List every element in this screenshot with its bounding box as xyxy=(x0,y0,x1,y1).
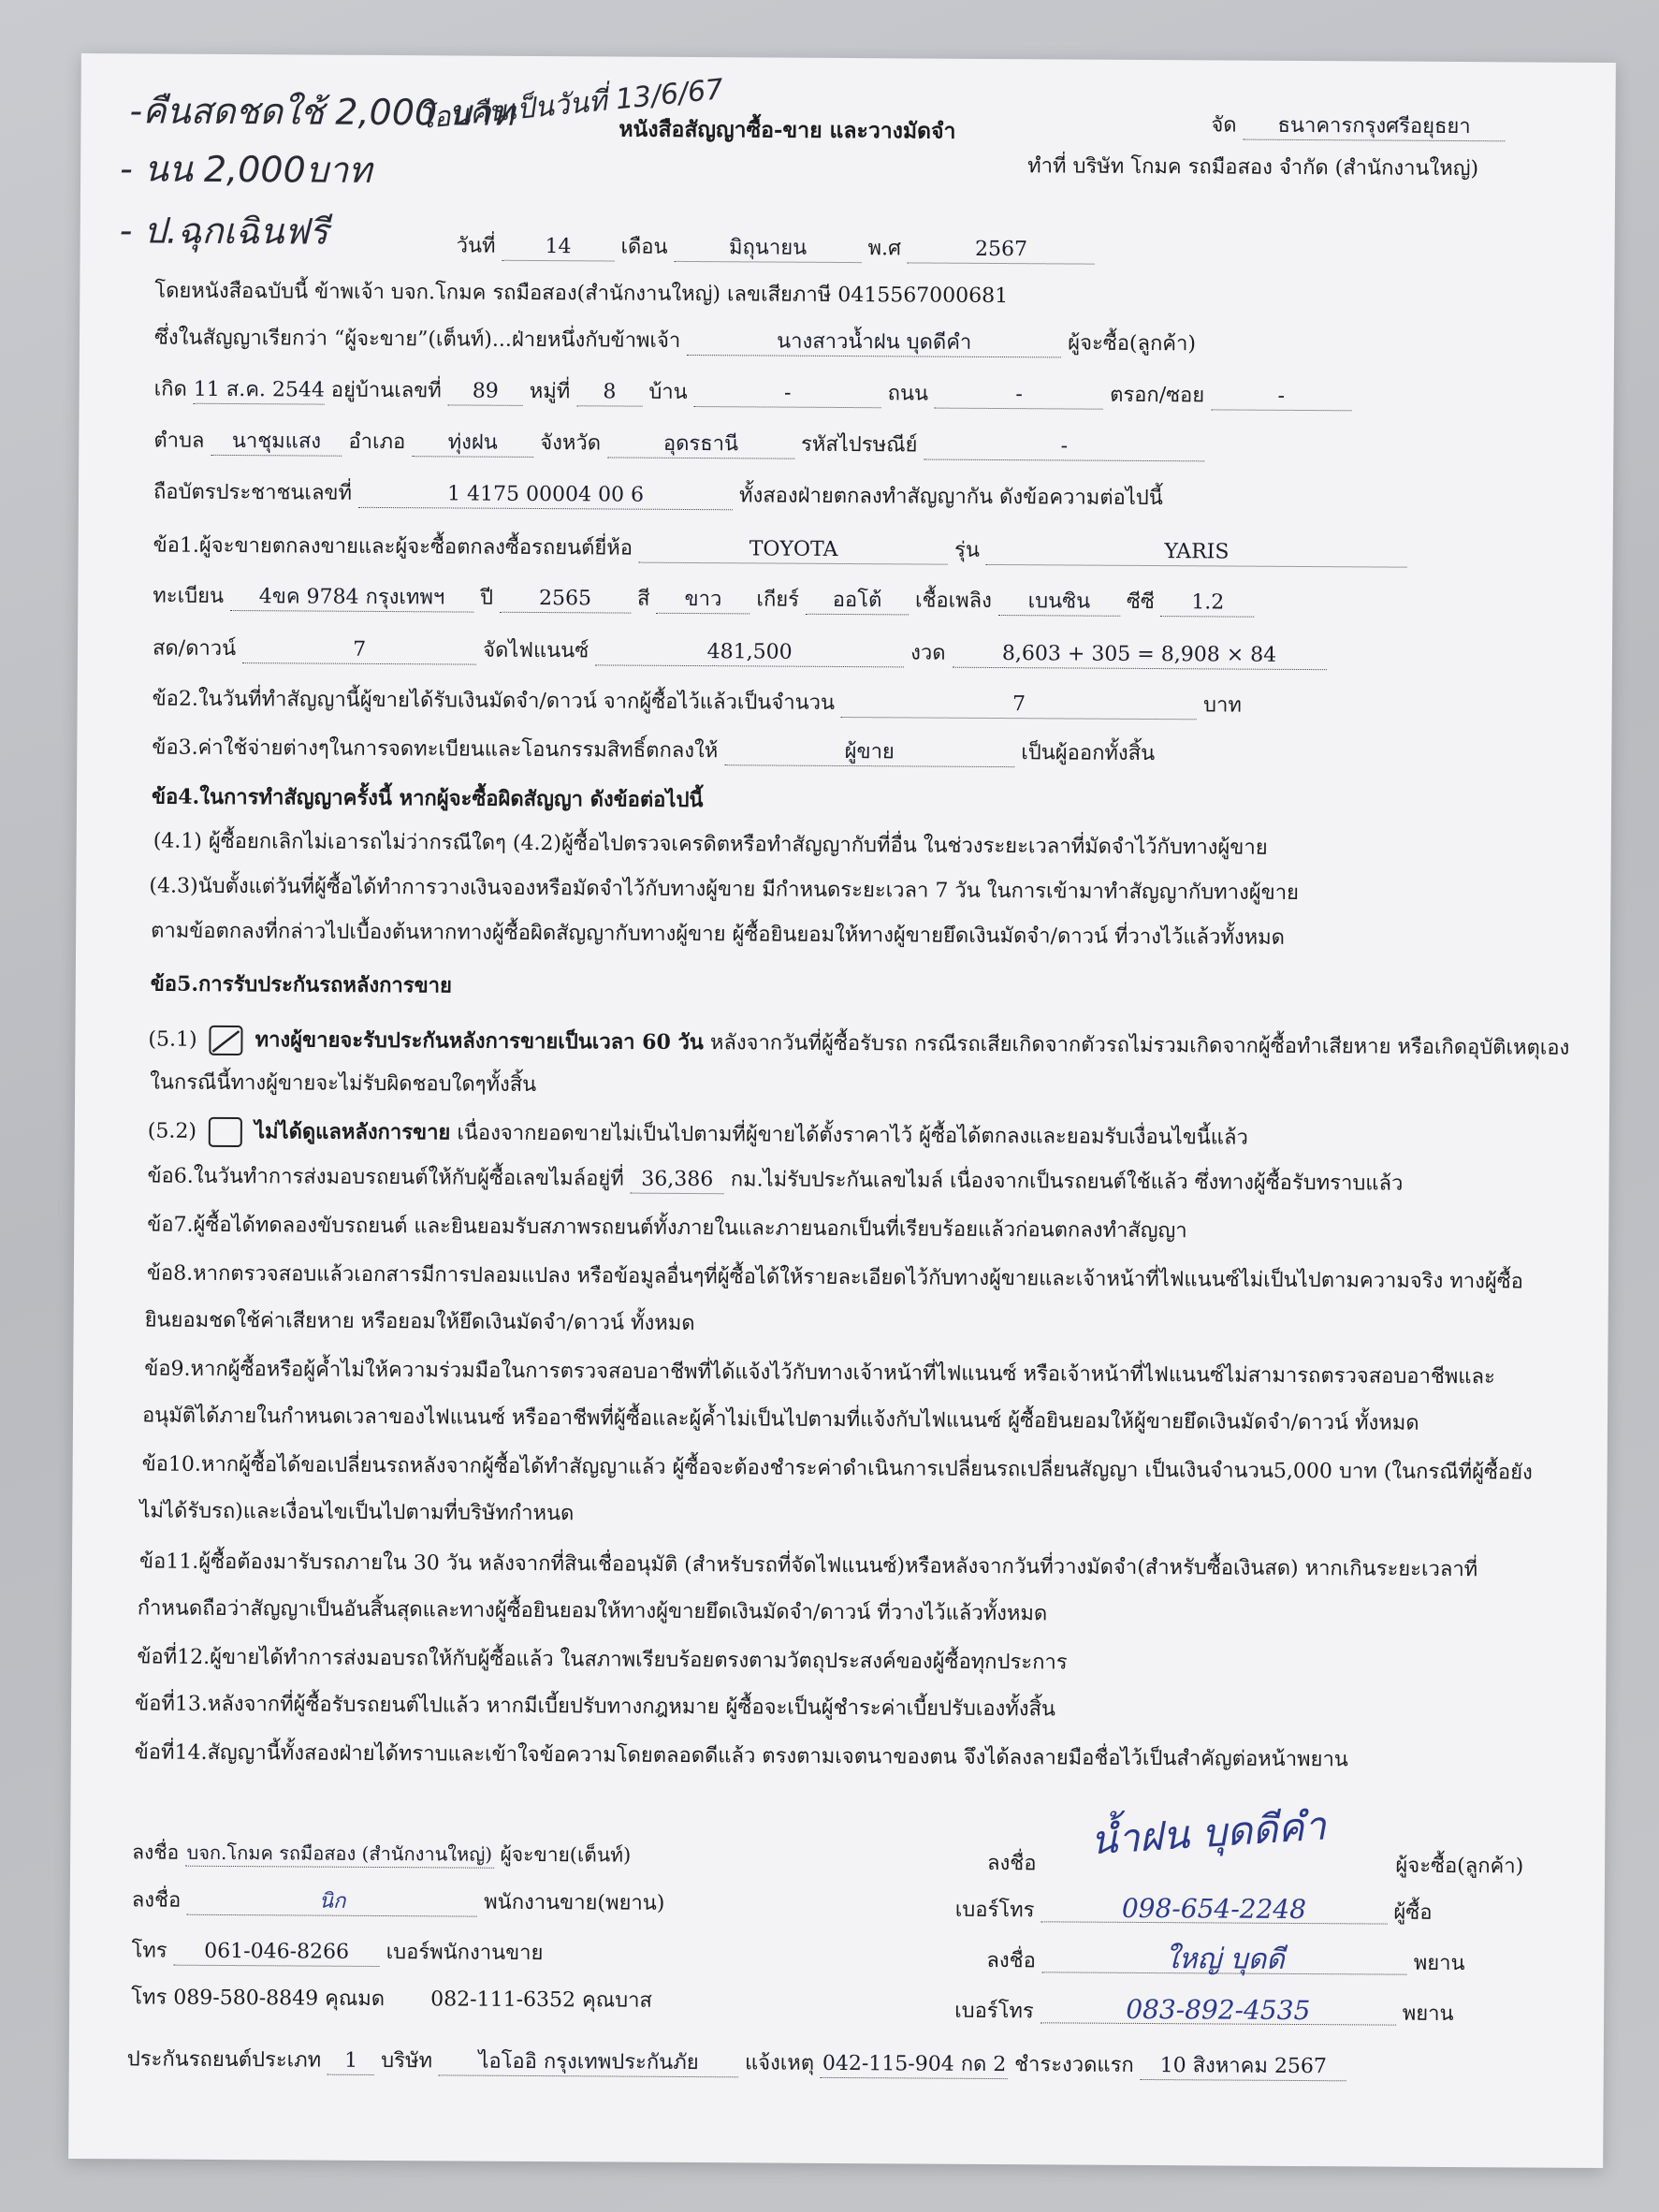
clause4-line3: ตามข้อตกลงที่กล่าวไปเบื้องต้นหากทางผู้ซื้อผิดสัญญากับทางผู้ขาย ผู้ซื้อยินยอมให้ทางผู้ขายยึดเงินมัดจำ/ดาวน์ ที่วางไว้แล้วทั้งหมด xyxy=(151,919,1286,950)
clause3-text: ข้อ3.ค่าใช้จ่ายต่างๆในการจดทะเบียนและโอนกรรมสิทธิ์ตกลงให้ xyxy=(152,735,719,764)
phone-value: 061-046-8266 xyxy=(174,1941,380,1967)
clause8-line2: ยินยอมชดใช้ค่าเสียหาย หรือยอมให้ยึดเงินมัดจำ/ดาวน์ ทั้งหมด xyxy=(144,1308,695,1336)
clause5-heading-text: ข้อ5.การรับประกันรถหลังการขาย xyxy=(150,971,452,998)
date-row xyxy=(457,233,1096,264)
buyer-sign-role: ผู้จะซื้อ(ลูกค้า) xyxy=(1395,1854,1524,1879)
year-label: พ.ศ xyxy=(867,237,902,261)
down-value: 7 xyxy=(242,638,476,665)
brand-value: TOYOTA xyxy=(639,538,948,565)
claim-label: แจ้งเหตุ xyxy=(744,2051,815,2075)
amphoe-value: ทุ่งฝน xyxy=(412,431,533,458)
staff-sign-role: พนักงานขาย(พยาน) xyxy=(484,1890,665,1915)
installment-label: งวด xyxy=(910,641,946,665)
buyer-name: นางสาวน้ำฝน บุดดีคำ xyxy=(687,330,1061,357)
to-label: จัด xyxy=(1211,113,1237,138)
seller-sign-role: ผู้จะขาย(เต็นท์) xyxy=(500,1842,632,1867)
clause8-line1: ข้อ8.หากตรวจสอบแล้วเอกสารมีการปลอมแปลง หรือข้อมูลอื่นๆที่ผู้ซื้อได้ให้รายละเอียดไว้กับทางผู้ขายและเจ้าหน้าที่ไฟแนนซ์ไม่เป็นไปตามความจริง ทางผู้ซื้อ xyxy=(146,1261,1523,1294)
mileage-value: 36,386 xyxy=(631,1169,724,1195)
clause3-tail: เป็นผู้ออกทั้งสิ้น xyxy=(1021,741,1156,766)
tambon-value: นาชุมแสง xyxy=(211,430,342,457)
document-title xyxy=(618,117,955,145)
staff-sign-row xyxy=(132,1887,665,1917)
other-phone-2: 082-111-6352 คุณบาส xyxy=(430,1987,652,2013)
cc-label: ซีซี xyxy=(1126,589,1155,615)
car-year-label: ปี xyxy=(479,586,494,610)
finance-label: จัดไฟแนนซ์ xyxy=(483,638,589,663)
seller-line: โดยหนังสือฉบับนี้ ข้าพเจ้า บจก.โกมค รถมือสอง(สำนักงานใหญ่) เลขเสียภาษี 0415567000681 xyxy=(154,279,1009,309)
month-label: เดือน xyxy=(620,235,668,259)
witness-sign-row xyxy=(986,1943,1465,1977)
clause14: ข้อที่14.สัญญานี้ทั้งสองฝ่ายได้ทราบและเข้าใจข้อความโดยตลอดดีแล้ว ตรงตามเจตนาของตน จึงได้ลงลายมือชื่อไว้เป็นสำคัญต่อหน้าพยาน xyxy=(134,1740,1348,1772)
witness-sign-role: พยาน xyxy=(1413,1951,1465,1976)
postcode-value: - xyxy=(924,435,1204,462)
fuel-label: เชื้อเพลิง xyxy=(914,589,993,613)
buyer-tel-role: ผู้ซื้อ xyxy=(1393,1900,1433,1925)
clause9-line2: อนุมัติได้ภายในกำหนดเวลาของไฟแนนซ์ หรืออาชีพที่ผู้ซื้อและผู้ค้ำไม่เป็นไปตามที่แจ้งกับไฟแนนซ์ ผู้ซื้อยินยอมให้ผู้ขายยึดเงินมัดจำ/ดาวน์ ทั้งหมด xyxy=(141,1404,1419,1435)
clause13: ข้อที่13.หลังจากที่ผู้ซื้อรับรถยนต์ไปแล้ว หากมีเบี้ยปรับทางกฎหมาย ผู้ซื้อจะเป็นผู้ชำระค่าเบี้ยปรับเองทั้งสิ้น xyxy=(135,1692,1056,1722)
clause1-label: ข้อ1.ผู้จะขายตกลงขายและผู้จะซื้อตกลงซื้อรถยนต์ยี่ห้อ xyxy=(153,533,633,560)
seller-sign-name: บจก.โกมค รถมือสอง (สำนักงานใหญ่) xyxy=(185,1841,494,1869)
first-payment-value: 10 สิงหาคม 2567 xyxy=(1141,2055,1346,2081)
clause9-line1: ข้อ9.หากผู้ซื้อหรือผู้ค้ำไม่ให้ความร่วมมือในการตรวจสอบอาชีพที่ได้แจ้งไว้กับทางเจ้าหน้าที่ไฟแนนซ์ หรือเจ้าหน้าที่ไฟแนนซ์ไม่สามารถตรวจสอบอาชีพและ xyxy=(144,1357,1495,1390)
born-value: 11 ส.ค. 2544 xyxy=(194,379,325,405)
clause2-unit: บาท xyxy=(1202,693,1242,718)
id-label: ถือบัตรประชาชนเลขที่ xyxy=(153,480,353,505)
village-label: บ้าน xyxy=(648,380,688,404)
staff-sign-label: ลงชื่อ xyxy=(131,1888,182,1913)
id-row xyxy=(153,479,1163,513)
amphoe-label: อำเภอ xyxy=(348,429,406,455)
clause2-value: 7 xyxy=(841,692,1197,720)
house-label: อยู่บ้านเลขที่ xyxy=(330,378,442,403)
witness-tel-value: 083-892-4535 xyxy=(1041,1998,1396,2025)
option2-bold: ไม่ได้ดูแลหลังการขาย xyxy=(254,1119,451,1145)
other-phone-1: โทร 089-580-8849 คุณมด xyxy=(131,1986,386,2012)
car-year-value: 2565 xyxy=(500,588,631,614)
option2-rest: เนื่องจากยอดขายไม่เป็นไปตามที่ผู้ขายได้ตั้งราคาไว้ ผู้ซื้อได้ตกลงและยอมรับเงื่อนไขนี้แล้ว xyxy=(457,1121,1248,1150)
buyer-tel-label: เบอร์โทร xyxy=(954,1898,1035,1923)
id-tail: ทั้งสองฝ่ายตกลงทำสัญญากัน ดังข้อความต่อไปนี้ xyxy=(738,484,1163,511)
fuel-value: เบนซิน xyxy=(998,590,1120,617)
option1-checkbox[interactable] xyxy=(210,1026,243,1055)
staff-signature: นิก xyxy=(187,1890,477,1917)
clause10-line1: ข้อ10.หากผู้ซื้อได้ขอเปลี่ยนรถหลังจากผู้ซื้อได้ทำสัญญาแล้ว ผู้ซื้อจะต้องชำระค่าดำเนินการเปลี่ยนรถเปลี่ยนสัญญา เป็นเงินจำนวน5,000 บาท (ในกรณีที่ผู้ซื้อยัง xyxy=(141,1452,1533,1485)
clause4-line2: (4.3)นับตั้งแต่วันที่ผู้ซื้อได้ทำการวางเงินจองหรือมัดจำไว้กับทางผู้ขาย มีกำหนดระยะเวลา 7 วัน ในการเข้ามาทำสัญญากับทางผู้ขาย xyxy=(149,874,1300,905)
buyer-tel-value: 098-654-2248 xyxy=(1041,1897,1387,1924)
option1-bold: ทางผู้ขายจะรับประกันหลังการขายเป็นเวลา 60 วัน xyxy=(255,1027,704,1055)
handwritten-note-transfer: โอนคืนเป็นวันที่ 13/6/67 xyxy=(416,73,725,137)
buyer-signature: น้ำฝน บุดดีคำ xyxy=(1088,1802,1328,1864)
finance-row xyxy=(153,635,1327,670)
id-value: 1 4175 00004 00 6 xyxy=(358,483,733,510)
buyer-intro: ซึ่งในสัญญาเรียกว่า “ผู้จะขาย”(เต็นท์)...ฝ่ายหนึ่งกับข้าพเจ้า xyxy=(153,326,681,353)
moo-value: 8 xyxy=(576,381,642,406)
soi-label: ตรอก/ซอย xyxy=(1110,383,1205,408)
color-value: ขาว xyxy=(656,589,749,615)
clause5-option1 xyxy=(148,1025,1569,1063)
option1-num: (5.1) xyxy=(148,1027,197,1052)
day-label: วันที่ xyxy=(456,234,496,258)
witness-signature: ใหญ่ บุดดี xyxy=(1042,1947,1407,1974)
clause5-option1-line2: ในกรณีนี้ทางผู้ขายจะไม่รับผิดชอบใดๆทั้งสิ้น xyxy=(150,1070,537,1098)
clause11-line1: ข้อ11.ผู้ซื้อต้องมารับรถภายใน 30 วัน หลังจากที่สินเชื่ออนุมัติ (สำหรับรถที่จัดไฟแนนซ์)หรือหลังจากวันที่วางมัดจำ(สำหรับซื้อเงินสด) หากเกินระยะเวลาที่ xyxy=(138,1550,1478,1582)
day-value: 14 xyxy=(502,236,614,262)
clause12: ข้อที่12.ผู้ขายได้ทำการส่งมอบรถให้กับผู้ซื้อแล้ว ในสภาพเรียบร้อยตรงตามวัตถุประสงค์ของผู้ซื้อทุกประการ xyxy=(137,1645,1068,1675)
insurance-company-value: ไอโออิ กรุงเทพประกันภัย xyxy=(439,2050,738,2077)
claim-value: 042-115-904 กด 2 xyxy=(821,2053,1008,2079)
witness-tel-role: พยาน xyxy=(1402,2001,1454,2027)
moo-label: หมู่ที่ xyxy=(529,379,571,404)
first-payment-label: ชำระงวดแรก xyxy=(1014,2053,1134,2077)
province-value: อุดรธานี xyxy=(607,432,794,458)
clause1-row xyxy=(153,532,1407,567)
clause7: ข้อ7.ผู้ซื้อได้ทดลองขับรถยนต์ และยินยอมรับสภาพรถยนต์ทั้งภายในและภายนอกเป็นที่เรียบร้อยแล้วก่อนตกลงทำสัญญา xyxy=(147,1213,1187,1244)
down-label: สด/ดาวน์ xyxy=(152,636,237,662)
plate-label: ทะเบียน xyxy=(153,584,225,608)
cc-value: 1.2 xyxy=(1161,591,1255,618)
clause3-row xyxy=(152,735,1155,768)
phone-row xyxy=(131,1938,543,1968)
option2-num: (5.2) xyxy=(147,1119,197,1143)
to-value: ธนาคารกรุงศรีอยุธยา xyxy=(1244,115,1506,142)
buyer-tel-row xyxy=(954,1892,1433,1927)
house-value: 89 xyxy=(448,380,523,405)
soi-value: - xyxy=(1211,385,1351,411)
address-row-1 xyxy=(154,376,1352,411)
handwritten-note-2: - นน 2,000บาท xyxy=(120,148,372,191)
gear-label: เกียร์ xyxy=(756,588,800,612)
clause4-heading xyxy=(152,783,704,814)
gear-value: ออโต้ xyxy=(806,589,909,616)
contract-document xyxy=(68,53,1616,2168)
year-value: 2567 xyxy=(908,238,1095,264)
option2-checkbox[interactable] xyxy=(209,1117,242,1147)
witness-tel-label: เบอร์โทร xyxy=(954,1999,1034,2024)
insurance-company-label: บริษัท xyxy=(381,2049,433,2074)
clause3-value: ผู้ขาย xyxy=(724,740,1014,767)
witness-sign-label: ลงชื่อ xyxy=(986,1948,1036,1973)
finance-value: 481,500 xyxy=(595,640,904,667)
clause4-line1: (4.1) ผู้ซื้อยกเลิกไม่เอารถไม่ว่ากรณีใดๆ (4.2)ผู้ซื้อไปตรวจเครดิตหรือทำสัญญากับที่อื่น ในช่วงระยะเวลาที่มัดจำไว้กับทางผู้ขาย xyxy=(153,829,1268,860)
address-row-2 xyxy=(153,428,1204,461)
handwritten-note-3: - ป.ฉุกเฉินฟรี xyxy=(119,210,328,253)
seller-sign-label: ลงชื่อ xyxy=(132,1841,180,1864)
clause6-post: กม.ไม่รับประกันเลขไมล์ เนื่องจากเป็นรถยนต์ใช้แล้ว ซึ่งทางผู้ซื้อรับทราบแล้ว xyxy=(730,1168,1404,1196)
plate-row xyxy=(153,583,1255,617)
insurance-type-value: 1 xyxy=(327,2050,374,2075)
road-label: ถนน xyxy=(887,382,929,406)
buyer-role: ผู้จะซื้อ(ลูกค้า) xyxy=(1068,331,1197,357)
clause2-row xyxy=(153,686,1242,720)
color-label: สี xyxy=(636,587,650,611)
option1-rest: หลังจากวันที่ผู้ซื้อรับรถ กรณีรถเสียเกิดจากตัวรถไม่รวมเกิดจากผู้ซื้อทำเสียหาย หรือเกิดอุบัติเหตุเอง xyxy=(709,1031,1570,1060)
witness-tel-row xyxy=(954,1993,1454,2028)
buyer-sign-label: ลงชื่อ xyxy=(987,1851,1037,1876)
staff-phone-label: เบอร์พนักงานขาย xyxy=(386,1941,544,1966)
insurance-type-label: ประกันรถยนต์ประเภท xyxy=(126,2047,322,2073)
province-label: จังหวัด xyxy=(540,431,602,456)
model-value: YARIS xyxy=(986,540,1407,568)
village-value: - xyxy=(694,382,881,408)
phone-label: โทร xyxy=(131,1939,167,1963)
check-icon xyxy=(211,1027,243,1055)
installment-value: 8,603 + 305 = 8,908 × 84 xyxy=(952,643,1326,670)
clause11-line2: กำหนดถือว่าสัญญาเป็นอันสิ้นสุดและทางผู้ซื้อยินยอมให้ทางผู้ขายยึดเงินมัดจำ/ดาวน์ ที่วางไว้แล้วทั้งหมด xyxy=(137,1596,1048,1626)
month-value: มิถุนายน xyxy=(675,237,862,263)
clause10-line2: ไม่ได้รับรถ)และเงื่อนไขเป็นไปตามที่บริษัทกำหนด xyxy=(139,1499,575,1526)
clause5-option2 xyxy=(148,1116,1248,1153)
clause6-row xyxy=(147,1163,1403,1198)
postcode-label: รหัสไปรษณีย์ xyxy=(800,432,918,458)
insurance-row xyxy=(127,2046,1346,2081)
seller-sign-row xyxy=(132,1839,631,1869)
clause5-heading xyxy=(151,970,452,999)
title-text: หนังสือสัญญาซื้อ-ขาย และวางมัดจำ xyxy=(618,116,956,144)
born-label: เกิด xyxy=(153,377,187,401)
plate-value: 4ขค 9784 กรุงเทพฯ xyxy=(230,586,473,613)
clause6-pre: ข้อ6.ในวันทำการส่งมอบรถยนต์ให้กับผู้ซื้อเลขไมล์อยู่ที่ xyxy=(147,1164,624,1191)
clause2-text: ข้อ2.ในวันที่ทำสัญญานี้ผู้ขายได้รับเงินมัดจำ/ดาวน์ จากผู้ซื้อไว้แล้วเป็นจำนวน xyxy=(152,687,836,715)
road-value: - xyxy=(935,384,1103,410)
tambon-label: ตำบล xyxy=(153,429,205,453)
clause4-heading-text: ข้อ4.ในการทำสัญญาครั้งนี้ หากผู้จะซื้อผิดสัญญา ดังข้อต่อไปนี้ xyxy=(151,784,704,813)
handwritten-note-1: -คืนสดชดใช้ 2,000 บาท xyxy=(129,90,515,134)
to-field xyxy=(1211,112,1505,141)
buyer-row xyxy=(154,325,1196,358)
model-label: รุ่น xyxy=(953,538,981,562)
made-at: ทำที่ บริษัท โกมค รถมือสอง จำกัด (สำนักงานใหญ่) xyxy=(1027,154,1479,182)
